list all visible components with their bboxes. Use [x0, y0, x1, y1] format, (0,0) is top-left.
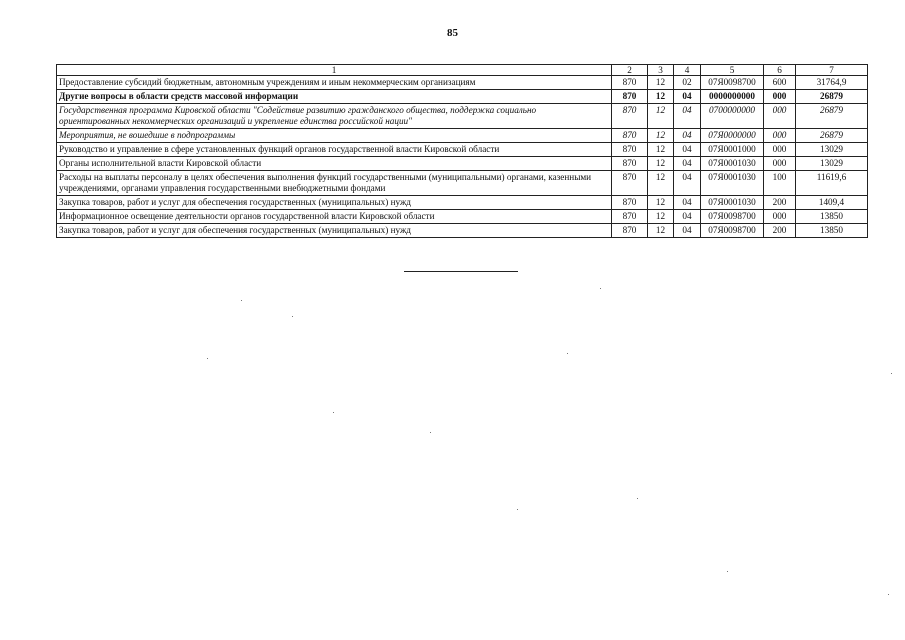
- table-row: [57, 143, 868, 157]
- table-row: [57, 224, 868, 238]
- row-amount-cell: 26879: [796, 129, 868, 143]
- scan-speck: [333, 412, 334, 413]
- row-name-cell: Мероприятия, не вошедшие в подпрограммы: [57, 129, 612, 143]
- row-name-cell: Информационное освещение деятельности органов государственной власти Кировской области: [57, 210, 612, 224]
- row-type-cell: 200: [764, 196, 796, 210]
- row-amount-cell: 13850: [796, 210, 868, 224]
- table-row: [57, 196, 868, 210]
- table-body: [57, 76, 868, 238]
- row-code-cell: 870: [612, 76, 648, 90]
- end-divider: [404, 271, 518, 272]
- row-type-cell: 600: [764, 76, 796, 90]
- row-target-cell: 07Я0098700: [701, 76, 764, 90]
- row-code-cell: 870: [612, 157, 648, 171]
- header-col-5: 5: [701, 65, 764, 76]
- row-type-cell: 000: [764, 104, 796, 129]
- row-code-cell: 870: [612, 171, 648, 196]
- table-row: [57, 76, 868, 90]
- row-section-cell: 12: [648, 210, 674, 224]
- header-col-1: 1: [57, 65, 612, 76]
- scan-speck: [888, 594, 889, 595]
- table-row: [57, 104, 868, 129]
- table-row: [57, 90, 868, 104]
- row-amount-cell: 26879: [796, 104, 868, 129]
- table-row: [57, 171, 868, 196]
- row-section-cell: 12: [648, 224, 674, 238]
- row-name-cell: Государственная программа Кировской области "Содействие развитию гражданского общества, поддержка социально ориентированных некоммерческих организаций и укрепление единства российской нации": [57, 104, 612, 129]
- row-subsection-cell: 04: [674, 210, 701, 224]
- row-code-cell: 870: [612, 210, 648, 224]
- header-col-4: 4: [674, 65, 701, 76]
- scan-speck: [891, 373, 892, 374]
- row-section-cell: 12: [648, 104, 674, 129]
- row-amount-cell: 31764,9: [796, 76, 868, 90]
- header-col-6: 6: [764, 65, 796, 76]
- scan-speck: [292, 316, 293, 317]
- row-target-cell: 07Я0000000: [701, 129, 764, 143]
- row-target-cell: 07Я0001030: [701, 157, 764, 171]
- scan-speck: [517, 509, 518, 510]
- table-row: [57, 157, 868, 171]
- scan-speck: [567, 353, 568, 354]
- row-subsection-cell: 02: [674, 76, 701, 90]
- row-type-cell: 000: [764, 90, 796, 104]
- row-name-cell: Расходы на выплаты персоналу в целях обеспечения выполнения функций государственными (муниципальными) органами, казенными учреждениями, органами управления государственными внебюджетными фондами: [57, 171, 612, 196]
- row-subsection-cell: 04: [674, 129, 701, 143]
- row-amount-cell: 11619,6: [796, 171, 868, 196]
- row-target-cell: 07Я0001000: [701, 143, 764, 157]
- row-code-cell: 870: [612, 224, 648, 238]
- row-section-cell: 12: [648, 129, 674, 143]
- header-col-7: 7: [796, 65, 868, 76]
- row-amount-cell: 13850: [796, 224, 868, 238]
- row-target-cell: 0000000000: [701, 90, 764, 104]
- row-target-cell: 07Я0098700: [701, 210, 764, 224]
- row-subsection-cell: 04: [674, 104, 701, 129]
- scan-speck: [727, 571, 728, 572]
- row-code-cell: 870: [612, 143, 648, 157]
- scan-speck: [430, 432, 431, 433]
- row-type-cell: 000: [764, 143, 796, 157]
- row-section-cell: 12: [648, 143, 674, 157]
- row-name-cell: Руководство и управление в сфере установленных функций органов государственной власти Кировской области: [57, 143, 612, 157]
- page-number: 85: [447, 27, 458, 39]
- row-section-cell: 12: [648, 196, 674, 210]
- row-target-cell: 0700000000: [701, 104, 764, 129]
- row-subsection-cell: 04: [674, 143, 701, 157]
- row-amount-cell: 1409,4: [796, 196, 868, 210]
- row-amount-cell: 13029: [796, 157, 868, 171]
- table-row: [57, 210, 868, 224]
- scan-speck: [637, 498, 638, 499]
- table-row: [57, 129, 868, 143]
- table-header-row: [57, 65, 868, 76]
- row-type-cell: 000: [764, 157, 796, 171]
- row-name-cell: Предоставление субсидий бюджетным, автономным учреждениям и иным некоммерческим организациям: [57, 76, 612, 90]
- row-type-cell: 100: [764, 171, 796, 196]
- row-section-cell: 12: [648, 157, 674, 171]
- row-section-cell: 12: [648, 90, 674, 104]
- row-target-cell: 07Я0098700: [701, 224, 764, 238]
- row-section-cell: 12: [648, 171, 674, 196]
- row-type-cell: 000: [764, 129, 796, 143]
- row-subsection-cell: 04: [674, 90, 701, 104]
- row-name-cell: Закупка товаров, работ и услуг для обеспечения государственных (муниципальных) нужд: [57, 224, 612, 238]
- row-type-cell: 200: [764, 224, 796, 238]
- row-amount-cell: 13029: [796, 143, 868, 157]
- row-code-cell: 870: [612, 90, 648, 104]
- scan-speck: [600, 288, 601, 289]
- row-code-cell: 870: [612, 104, 648, 129]
- row-name-cell: Закупка товаров, работ и услуг для обеспечения государственных (муниципальных) нужд: [57, 196, 612, 210]
- row-code-cell: 870: [612, 129, 648, 143]
- row-section-cell: 12: [648, 76, 674, 90]
- header-col-2: 2: [612, 65, 648, 76]
- row-subsection-cell: 04: [674, 224, 701, 238]
- scan-speck: [207, 358, 208, 359]
- row-code-cell: 870: [612, 196, 648, 210]
- row-name-cell: Другие вопросы в области средств массовой информации: [57, 90, 612, 104]
- row-subsection-cell: 04: [674, 196, 701, 210]
- budget-table: [56, 64, 868, 238]
- row-target-cell: 07Я0001030: [701, 171, 764, 196]
- row-subsection-cell: 04: [674, 171, 701, 196]
- row-subsection-cell: 04: [674, 157, 701, 171]
- header-col-3: 3: [648, 65, 674, 76]
- row-type-cell: 000: [764, 210, 796, 224]
- row-name-cell: Органы исполнительной власти Кировской области: [57, 157, 612, 171]
- row-amount-cell: 26879: [796, 90, 868, 104]
- scan-speck: [241, 300, 242, 301]
- row-target-cell: 07Я0001030: [701, 196, 764, 210]
